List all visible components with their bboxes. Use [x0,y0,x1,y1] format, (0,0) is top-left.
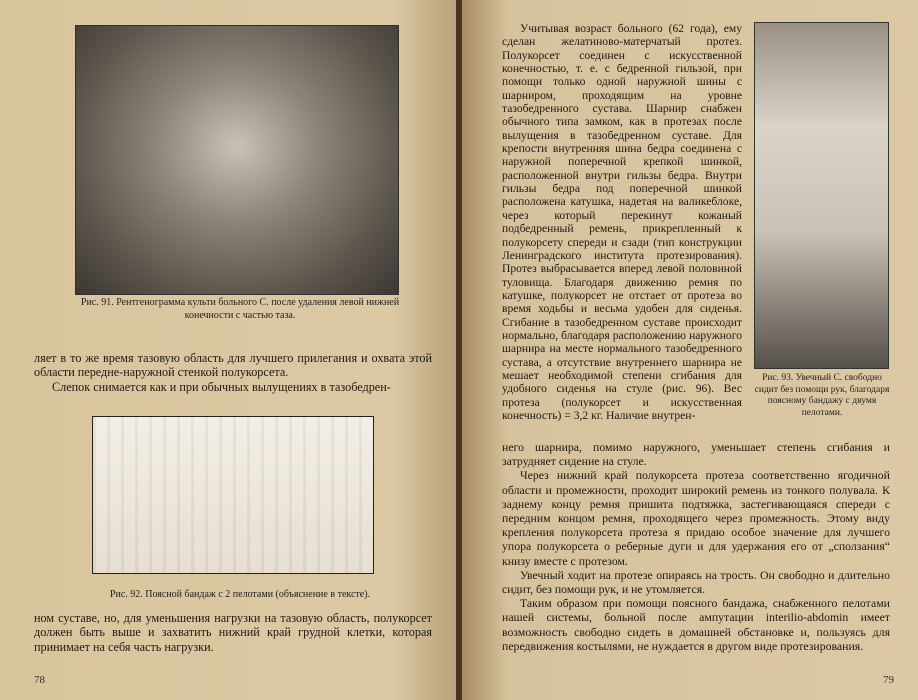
right-para-4: Таким образом при помощи поясного бандажа, снабженного пелотами нашей системы, больной после ампутации interilio-abdomin имеет возможность свободно сидеть в домашней обстановке и, пользуясь для передвижения костылями, не нуждается в другом виде протезирования. [502,596,890,653]
right-para-3: Увечный ходит на протезе опираясь на трость. Он свободно и длительно сидит, без помощи рук, и не утомляется. [502,567,890,597]
left-page [0,0,458,700]
seated-man-photo-fig93 [754,22,889,369]
right-page [462,0,918,700]
page-number-right: 79 [883,674,894,686]
fig93-caption: Рис. 93. Увечный С. свободно сидит без помощи рук, благодаря поясному бандажу с двумя пелотами. [754,373,890,418]
right-para-1: него шарнира, помимо наружного, уменьшает степень сгибания и затрудняет сидение на стуле. [502,440,890,469]
left-para-3: ном суставе, но, для уменьшения нагрузки на тазовую область, полукорсет должен быть выше и захватить нижний край грудной клетки, которая принимает на себя часть нагрузки. [34,611,432,654]
page-number-left: 78 [34,674,45,686]
fig92-caption: Рис. 92. Поясной бандаж с 2 пелотами (объяснение в тексте). [109,589,371,600]
xray-photo-fig91 [75,25,399,295]
right-column-text [502,22,742,422]
left-text-bottom [34,611,432,654]
left-para-1: ляет в то же время тазовую область для лучшего прилегания и охвата этой области передне-наружной стенкой полукорсета. [34,351,432,380]
right-full-text [502,440,890,653]
right-col-para: Учитывая возраст больного (62 года), ему сделан желатиново-матерчатый протез. Полукорсет соединен с искусственной конечностью, т. е. с бедренной гильзой, при помощи только одной наружной шины с шарниром, проходящим на уровне тазобедренного сустава. Шарнир снабжен обычного типа замком, как в протезах после вылущения в тазобедренном суставе. Для крепости внутренняя шина бедра соединена с наружной поперечной крепкой шинкой, расположенной внутри гильзы бедра. Внутри гильзы бедра под поперечной шинкой расположена катушка, надетая на валикеблоке, через который перекинут кожаный подбедренный ремень, прикрепленный к полукорсету спереди и сзади (тип конструкции Ленинградского института протезирования). Протез выбрасывается вперед левой половиной туловища. Благодаря движению ремня по катушке, полукорсет не отстает от протеза во время ходьбы и весьма удобен для сиденья. Сгибание в тазобедренном суставе происходит нормально, благодаря расположению наружного шарнира на месте нормального тазобедренного сустава, а отсутствие внутреннего шарнира не мешает необходимой степени сгибания для удобного сиденья на стуле (рис. 96). Вес протеза (полукорсет и искусственная конечность) = 3,2 кг. Наличие внутрен- [502,22,742,422]
left-para-2: Слепок снимается как и при обычных вылущениях в тазобедрен- [52,379,391,394]
fig91-caption: Рис. 91. Рентгенограмма культи больного С. после удаления левой нижней конечности с частью таза. [80,297,400,321]
left-text-top [34,351,432,394]
right-para-2: Через нижний край полукорсета протеза соответственно ягодичной области и промежности, проходит широкий ремень из тонкого полувала. К заднему концу ремня пришита подтяжка, застегивающаяся спереди с передним концом ремня, проходящего через промежность. Этому виду крепления полукорсета протеза я придаю особое значение для лучшего упора полукорсета о реберные дуги и для удержания его от „сползания“ книзу вместе с протезом. [502,468,890,568]
bandage-photo-fig92 [92,416,374,574]
